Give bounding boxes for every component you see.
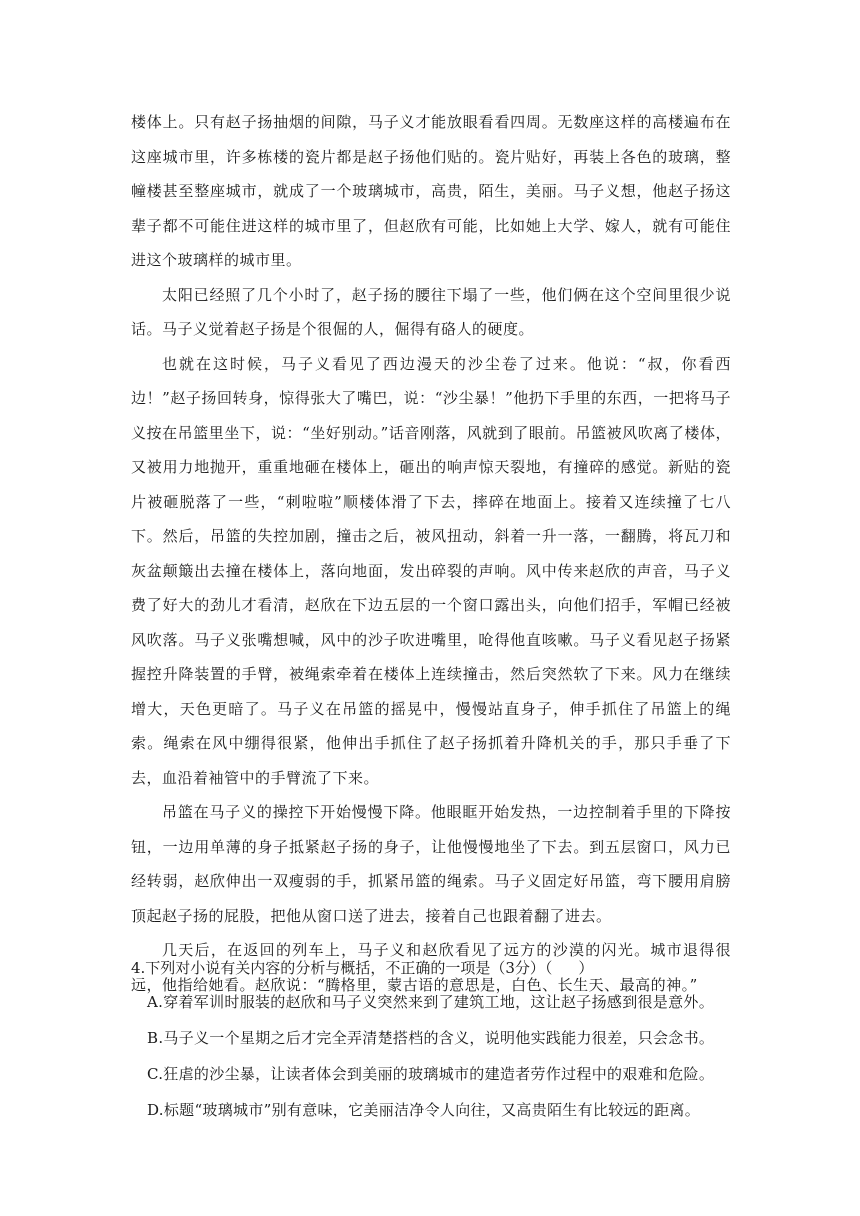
story-paragraph: 吊篮在马子义的操控下开始慢慢下降。他眼眶开始发热，一边控制着手里的下降按钮，一边用单薄的身子抵紧赵子扬的身子，让他慢慢地坐了下去。到五层窗口，风力已经转弱，赵欣伸出一双瘦弱的手，抓紧吊篮的绳索。马子义固定好吊篮，弯下腰用肩膀顶起赵子扬的屁股，把他从窗口送了进去，接着自己也跟着翻了进去。 <box>131 803 731 925</box>
question-stem-text: 4.下列对小说有关内容的分析与概括，不正确的一项是（3分）（ <box>131 959 553 977</box>
story-paragraph: 太阳已经照了几个小时了，赵子扬的腰往下塌了一些，他们俩在这个空间里很少说话。马子义觉着赵子扬是个很倔的人，倔得有硌人的硬度。 <box>131 285 731 338</box>
option-b: B.马子义一个星期之后才完全弄清楚搭档的含义，说明他实践能力很差，只会念书。 <box>147 1029 715 1047</box>
option-c: C.狂虐的沙尘暴，让读者体会到美丽的玻璃城市的建造者劳作过程中的艰难和危险。 <box>147 1065 715 1083</box>
question-stem-close: ） <box>578 959 594 977</box>
question-4 <box>131 956 731 1134</box>
story-paragraph: 几天后，在返回的列车上，马子义和赵欣看见了远方的沙漠的闪光。城市退得很远，他指给她看。赵欣说：“腾格里，蒙古语的意思是，白色、长生天、最高的神。” <box>131 941 731 994</box>
question-stem <box>131 956 731 980</box>
option-a: A.穿着军训时服装的赵欣和马子义突然来到了建筑工地，这让赵子扬感到很是意外。 <box>147 993 715 1011</box>
story-paragraph: 楼体上。只有赵子扬抽烟的间隙，马子义才能放眼看看四周。无数座这样的高楼遍布在这座城市里，许多栋楼的瓷片都是赵子扬他们贴的。瓷片贴好，再装上各色的玻璃，整幢楼甚至整座城市，就成了一个玻璃城市，高贵，陌生，美丽。马子义想，他赵子扬这辈子都不可能住进这样的城市里了，但赵欣有可能，比如她上大学、嫁人，就有可能住进这个玻璃样的城市里。 <box>131 113 731 269</box>
story-text <box>131 105 731 1002</box>
story-paragraph: 也就在这时候，马子义看见了西边漫天的沙尘卷了过来。他说：“叔，你看西边！”赵子扬回转身，惊得张大了嘴巴，说：“沙尘暴！”他扔下手里的东西，一把将马子义按在吊篮里坐下，说：“坐好别动。”话音刚落，风就到了眼前。吊篮被风吹离了楼体，又被用力地抛开，重重地砸在楼体上，砸出的响声惊天裂地，有撞碎的感觉。新贴的瓷片被砸脱落了一些，“刺啦啦”顺楼体滑了下去，摔碎在地面上。接着又连续撞了七八下。然后，吊篮的失控加剧，撞击之后，被风扭动，斜着一升一落，一翻腾，将瓦刀和灰盆颠簸出去撞在楼体上，落向地面，发出碎裂的声响。风中传来赵欣的声音，马子义费了好大的劲儿才看清，赵欣在下边五层的一个窗口露出头，向他们招手，军帽已经被风吹落。马子义张嘴想喊，风中的沙子吹进嘴里，呛得他直咳嗽。马子义看见赵子扬紧握控升降装置的手臂，被绳索牵着在楼体上连续撞击，然后突然软了下来。风力在继续增大，天色更暗了。马子义在吊篮的摇晃中，慢慢站直身子，伸手抓住了吊篮上的绳索。绳索在风中绷得很紧，他伸出手抓住了赵子扬抓着升降机关的手，那只手垂了下去，血沿着袖管中的手臂流了下来。 <box>131 354 731 787</box>
option-d: D.标题“玻璃城市”别有意味，它美丽洁净令人向往，又高贵陌生有比较远的距离。 <box>147 1101 700 1119</box>
